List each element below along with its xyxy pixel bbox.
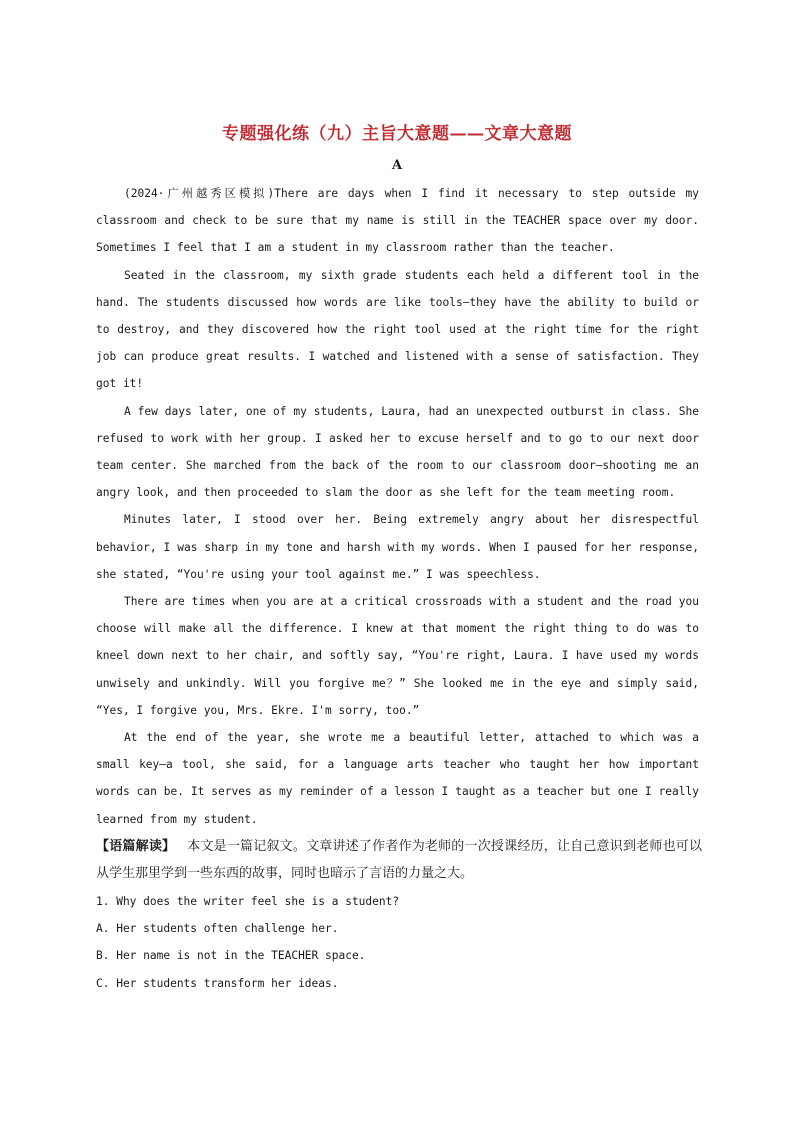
analysis-text: 本文是一篇记叙文。文章讲述了作者作为老师的一次授课经历，让自己意识到老师也可以从学生那里学到一些东西的故事，同时也暗示了言语的力量之大。 [96,839,702,881]
paragraph-1 [96,180,699,262]
analysis-tag: 【语篇解读】 [96,839,176,854]
paragraph-5: There are times when you are at a critical crossroads with a student and the road you choose will make all the difference. I knew at that moment the right thing to do was to kneel down next to her chair, and softly say, “You're right, Laura. I have used my words unwisely and unkindly. Will you forgive me？” She looked me in the eye and simply said, “Yes, I forgive you, Mrs. Ekre. I'm sorry, too.” [96,595,699,717]
paragraph-6: At the end of the year, she wrote me a beautiful letter, attached to which was a small key—a tool, she said, for a language arts teacher who taught her how important words can be. It serves as my reminder of a lesson I taught as a teacher but one I really learned from my student. [96,731,699,826]
question-stem: 1. Why does the writer feel she is a student? [96,895,400,908]
passage-label: A [391,158,403,173]
paragraph-1-text: There are days when I find it necessary to step outside my classroom and check to be sure that my name is still in the TEACHER space over my door. Sometimes I feel that I am a student in my classroom rather than the teacher. [96,187,700,255]
paragraph-2: Seated in the classroom, my sixth grade students each held a different tool in the hand. The students discussed how words are like tools—they have the ability to build or to destroy, and they discovered how the right tool used at the right time for the right job can produce great results. I watched and listened with a sense of satisfaction. They got it! [96,268,699,391]
paragraph-4: Minutes later, I stood over her. Being extremely angry about her disrespectful behavior, I was sharp in my tone and harsh with my words. When I paused for her response, she stated, “You're using your tool against me.” I was speechless. [96,513,699,581]
source-note: (2024·广州越秀区模拟) [124,187,275,200]
passage-analysis [96,833,702,887]
option-c: C. Her students transform her ideas. [96,976,339,990]
document-title: 专题强化练（九）主旨大意题——文章大意题 [222,124,572,144]
option-a: A. Her students often challenge her. [96,922,339,936]
passage-body [96,180,699,833]
paragraph-3: A few days later, one of my students, Laura, had an unexpected outburst in class. She refused to work with her group. I asked her to excuse herself and to go to our next door team center. She marched from the back of the room to our classroom door—shooting me an angry look, and then proceeded to slam the door as she left for the team meeting room. [96,404,699,500]
option-b: B. Her name is not in the TEACHER space. [96,949,366,963]
question-1 [96,888,702,997]
